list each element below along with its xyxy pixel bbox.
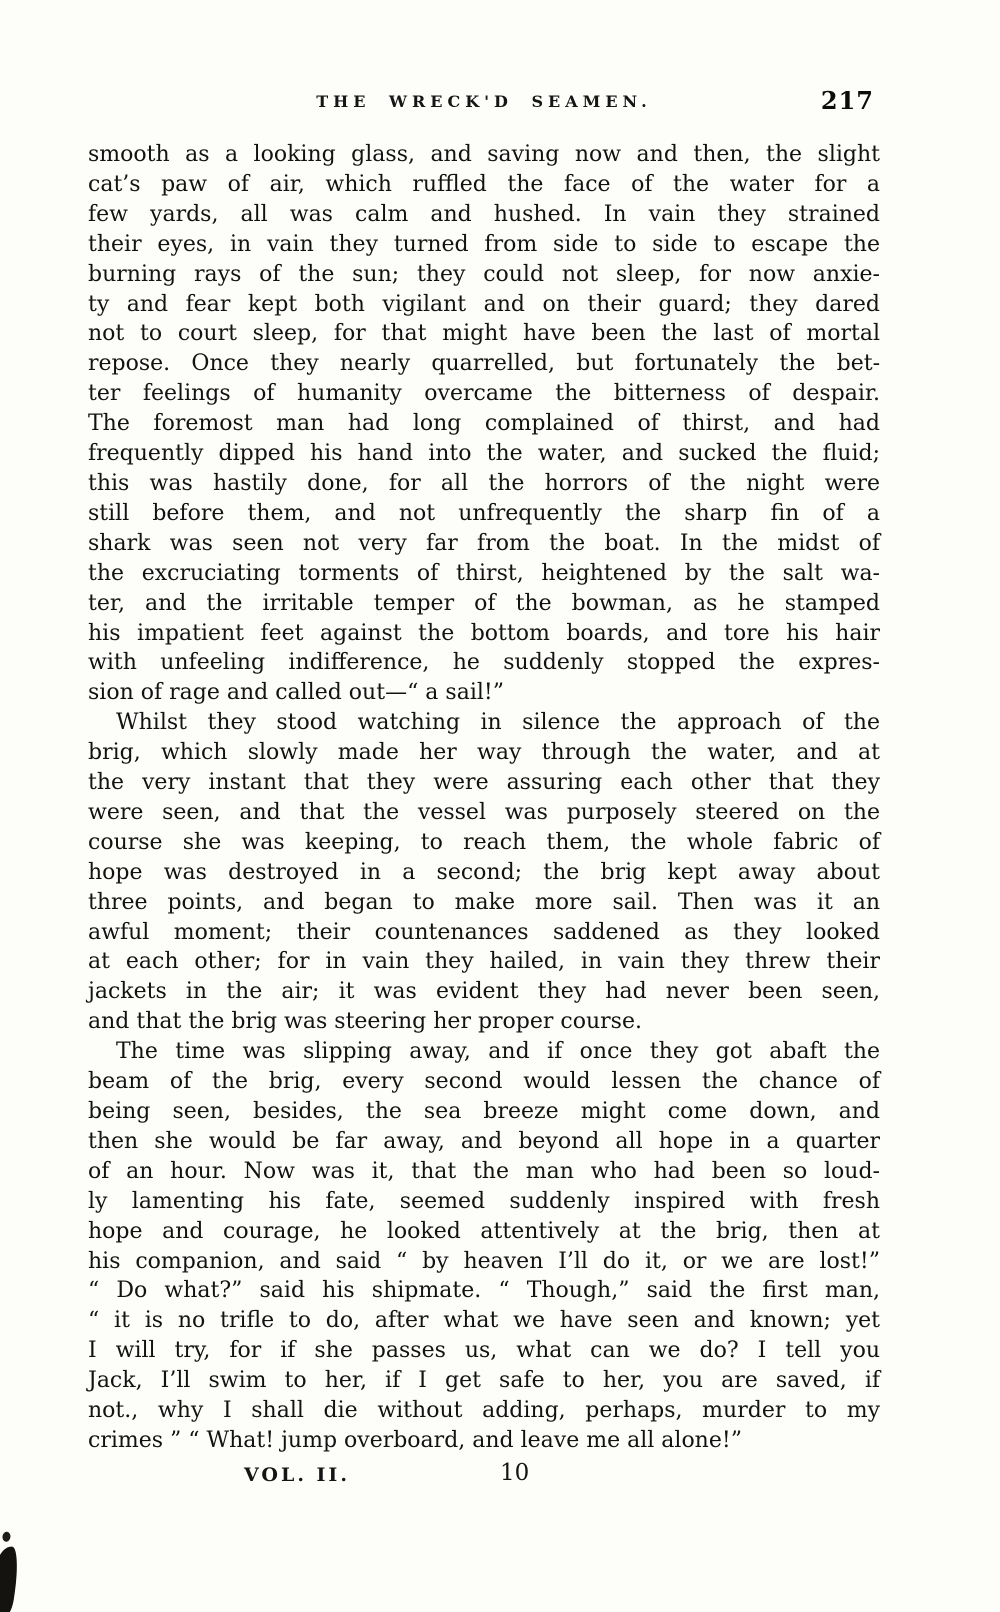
text-line: repose. Once they nearly quarrelled, but fortunately the bet- [88, 351, 880, 377]
text-line: ter, and the irritable temper of the bowman, as he stamped [88, 590, 880, 616]
text-line: his companion, and said “ by heaven I’ll do it, or we are lost!” [88, 1248, 880, 1274]
text-line: were seen, and that the vessel was purposely steered on the [88, 799, 880, 825]
page-header [88, 86, 880, 120]
text-line: frequently dipped his hand into the water, and sucked the fluid; [88, 441, 880, 467]
text-line: still before them, and not unfrequently the sharp fin of a [88, 500, 880, 526]
ink-smudge-artifact [0, 1545, 21, 1612]
text-line: ty and fear kept both vigilant and on their guard; they dared [88, 291, 880, 317]
text-line: crimes ” “ What! jump overboard, and leave me all alone!” [88, 1427, 742, 1453]
text-line: awful moment; their countenances saddened as they looked [88, 919, 880, 945]
text-line: not., why I shall die without adding, perhaps, murder to my [88, 1398, 880, 1424]
text-line: Jack, I’ll swim to her, if I get safe to her, you are saved, if [88, 1368, 880, 1394]
text-line: few yards, all was calm and hushed. In vain they strained [88, 201, 880, 227]
text-line: the excruciating torments of thirst, heightened by the salt wa- [88, 560, 880, 586]
text-line: hope was destroyed in a second; the brig kept away about [88, 859, 880, 885]
page-footer [88, 1460, 880, 1494]
paragraph [88, 708, 880, 1037]
text-line: three points, and began to make more sail. Then was it an [88, 889, 880, 915]
text-line: with unfeeling indifference, he suddenly stopped the expres- [88, 650, 880, 676]
text-line: ly lamenting his fate, seemed suddenly inspired with fresh [88, 1188, 880, 1214]
text-line: then she would be far away, and beyond all hope in a quarter [88, 1128, 880, 1154]
running-title: THE WRECK'D SEAMEN. [316, 92, 652, 111]
text-line: of an hour. Now was it, that the man who had been so loud- [88, 1158, 880, 1184]
signature-number: 10 [500, 1460, 530, 1486]
text-line: Whilst they stood watching in silence the approach of the [116, 710, 880, 736]
text-line: jackets in the air; it was evident they had never been seen, [88, 979, 880, 1005]
text-line: being seen, besides, the sea breeze might come down, and [88, 1099, 880, 1124]
text-line: hope and courage, he looked attentively at the brig, then at [88, 1218, 880, 1244]
text-line: smooth as a looking glass, and saving now and then, the slight [88, 142, 880, 167]
text-line: his impatient feet against the bottom boards, and tore his hair [88, 620, 880, 646]
text-line: at each other; for in vain they hailed, in vain they threw their [88, 949, 880, 975]
paragraph [88, 140, 880, 708]
text-line: and that the brig was steering her proper course. [88, 1009, 642, 1035]
volume-label: VOL. II. [244, 1464, 350, 1486]
text-line: course she was keeping, to reach them, the whole fabric of [88, 829, 880, 855]
page-number: 217 [820, 86, 874, 115]
text-line: burning rays of the sun; they could not sleep, for now anxie- [88, 261, 880, 287]
text-line: not to court sleep, for that might have been the last of mortal [88, 321, 880, 347]
text-line: The foremost man had long complained of thirst, and had [88, 411, 880, 437]
text-line: this was hastily done, for all the horrors of the night were [88, 470, 880, 496]
body-text [88, 140, 880, 1456]
text-line: I will try, for if she passes us, what can we do? I tell you [88, 1338, 880, 1364]
text-line: beam of the brig, every second would lessen the chance of [88, 1069, 880, 1095]
text-line: The time was slipping away, and if once they got abaft the [116, 1039, 880, 1065]
text-line: the very instant that they were assuring each other that they [88, 770, 880, 796]
text-line: brig, which slowly made her way through the water, and at [88, 740, 880, 766]
text-line: cat’s paw of air, which ruffled the face of the water for a [88, 171, 880, 197]
text-line: sion of rage and called out—“ a sail!” [88, 680, 504, 706]
text-line: “ Do what?” said his shipmate. “ Though,” said the first man, [88, 1278, 880, 1304]
text-line: shark was seen not very far from the boat. In the midst of [88, 530, 880, 556]
text-line: ter feelings of humanity overcame the bitterness of despair. [88, 381, 880, 407]
text-line: “ it is no trifle to do, after what we have seen and known; yet [88, 1308, 880, 1334]
paragraph [88, 1037, 880, 1456]
text-line: their eyes, in vain they turned from side to side to escape the [88, 231, 880, 257]
